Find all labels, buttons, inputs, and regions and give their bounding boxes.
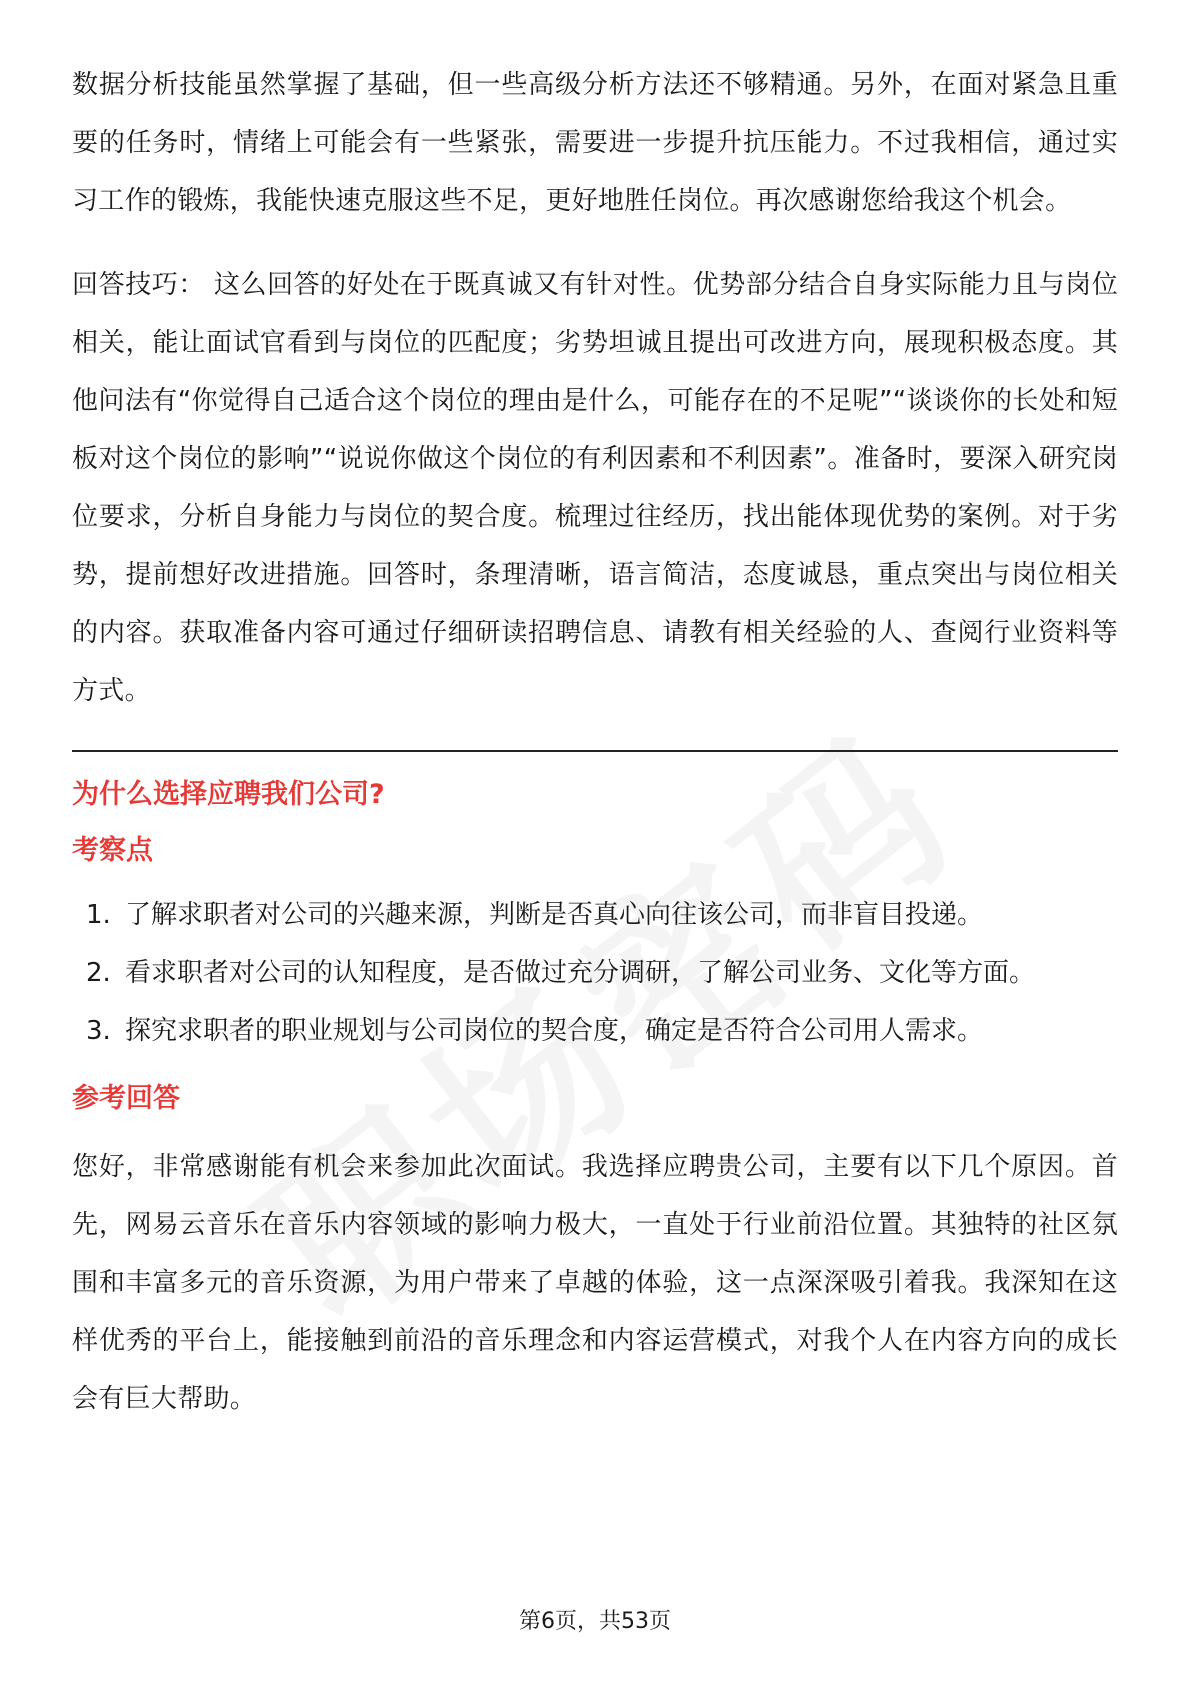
page-number: 第6页，共53页: [519, 1609, 671, 1634]
list-item-text: 探究求职者的职业规划与公司岗位的契合度，确定是否符合公司用人需求。: [125, 1016, 984, 1046]
list-item: [72, 886, 1118, 944]
question-heading: 为什么选择应聘我们公司?: [72, 779, 385, 810]
points-list: [72, 886, 1118, 1060]
list-item-text: 看求职者对公司的认知程度，是否做过充分调研，了解公司业务、文化等方面。: [125, 958, 1036, 988]
list-number: 2.: [86, 958, 111, 988]
list-number: 3.: [86, 1016, 111, 1046]
document-page: [72, 56, 1118, 1428]
paragraph-intro-continuation: 数据分析技能虽然掌握了基础，但一些高级分析方法还不够精通。另外，在面对紧急且重要的任务时，情绪上可能会有一些紧张，需要进一步提升抗压能力。不过我相信，通过实习工作的锻炼，我能快速克服这些不足，更好地胜任岗位。再次感谢您给我这个机会。: [72, 70, 1118, 216]
paragraph-reference-answer: 您好，非常感谢能有机会来参加此次面试。我选择应聘贵公司，主要有以下几个原因。首先，网易云音乐在音乐内容领域的影响力极大，一直处于行业前沿位置。其独特的社区氛围和丰富多元的音乐资源，为用户带来了卓越的体验，这一点深深吸引着我。我深知在这样优秀的平台上，能接触到前沿的音乐理念和内容运营模式，对我个人在内容方向的成长会有巨大帮助。: [72, 1152, 1118, 1414]
answer-heading: 参考回答: [72, 1083, 180, 1114]
list-number: 1.: [86, 900, 111, 930]
list-item: [72, 1002, 1118, 1060]
points-heading: 考察点: [72, 835, 153, 866]
list-item-text: 了解求职者对公司的兴趣来源，判断是否真心向往该公司，而非盲目投递。: [125, 900, 984, 930]
list-item: [72, 944, 1118, 1002]
paragraph-answer-tips: 回答技巧： 这么回答的好处在于既真诚又有针对性。优势部分结合自身实际能力且与岗位相关，能让面试官看到与岗位的匹配度；劣势坦诚且提出可改进方向，展现积极态度。其他问法有“你觉得自己适合这个岗位的理由是什么，可能存在的不足呢”“谈谈你的长处和短板对这个岗位的影响”“说说你做这个岗位的有利因素和不利因素”。准备时，要深入研究岗位要求，分析自身能力与岗位的契合度。梳理过往经历，找出能体现优势的案例。对于劣势，提前想好改进措施。回答时，条理清晰，语言简洁，态度诚恳，重点突出与岗位相关的内容。获取准备内容可通过仔细研读招聘信息、请教有相关经验的人、查阅行业资料等方式。: [72, 270, 1118, 706]
section-divider: [72, 750, 1118, 752]
